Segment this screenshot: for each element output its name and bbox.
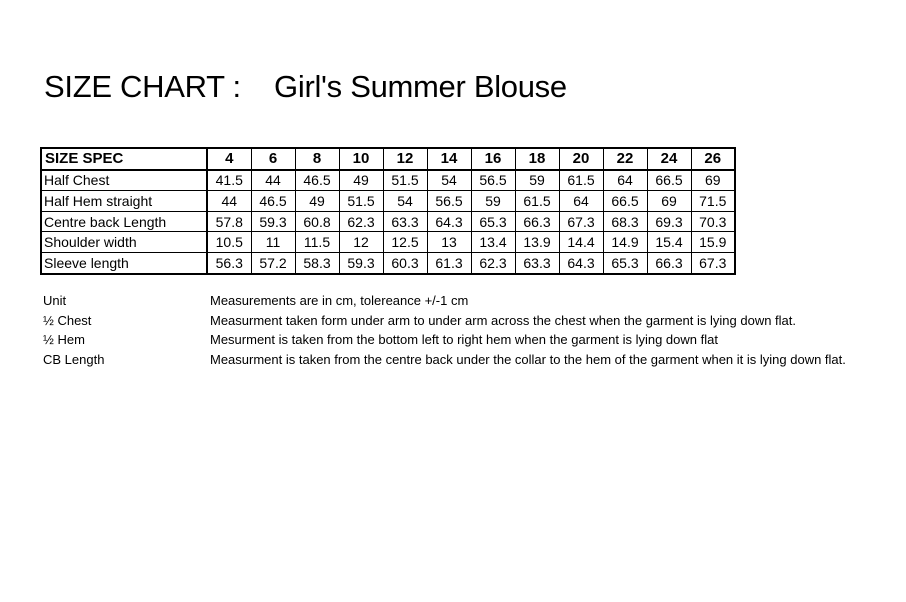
header-size-24: 24 <box>647 148 691 170</box>
table-row-sleeve-length <box>41 252 735 273</box>
table-cell: 65.3 <box>603 252 647 273</box>
header-size-8: 8 <box>295 148 339 170</box>
note-term: ½ Hem <box>43 332 85 347</box>
table-cell: 54 <box>427 170 471 191</box>
header-size-6: 6 <box>251 148 295 170</box>
table-cell: 61.3 <box>427 252 471 273</box>
table-cell: 56.5 <box>471 170 515 191</box>
table-cell: 66.3 <box>647 252 691 273</box>
table-cell: 59 <box>515 170 559 191</box>
table-cell: 46.5 <box>295 170 339 191</box>
table-cell: 64 <box>559 191 603 212</box>
table-cell: 63.3 <box>515 252 559 273</box>
table-cell: 54 <box>383 191 427 212</box>
table-cell: 71.5 <box>691 191 735 212</box>
table-cell: 57.8 <box>207 211 251 232</box>
row-label: Centre back Length <box>41 211 207 232</box>
header-size-18: 18 <box>515 148 559 170</box>
note-definition: Measurment taken form under arm to under arm across the chest when the garment is lying down flat. <box>210 312 796 328</box>
table-cell: 60.3 <box>383 252 427 273</box>
row-label: Half Chest <box>41 170 207 191</box>
table-cell: 44 <box>207 191 251 212</box>
table-cell: 49 <box>339 170 383 191</box>
table-cell: 67.3 <box>559 211 603 232</box>
table-cell: 64.3 <box>427 211 471 232</box>
table-cell: 56.5 <box>427 191 471 212</box>
note-term: CB Length <box>43 351 105 367</box>
header-size-4: 4 <box>207 148 251 170</box>
table-cell: 13.9 <box>515 232 559 253</box>
page-title: SIZE CHART : Girl's Summer Blouse <box>44 69 567 104</box>
table-cell: 15.4 <box>647 232 691 253</box>
table-cell: 44 <box>251 170 295 191</box>
row-label: Half Hem straight <box>41 191 207 212</box>
table-cell: 65.3 <box>471 211 515 232</box>
note-term: Unit <box>43 293 67 308</box>
table-cell: 66.5 <box>603 191 647 212</box>
table-cell: 51.5 <box>339 191 383 212</box>
note-term: ½ Chest <box>43 312 92 328</box>
table-cell: 62.3 <box>471 252 515 273</box>
table-cell: 46.5 <box>251 191 295 212</box>
note-definition: Mesurment is taken from the bottom left to right hem when the garment is lying down flat <box>210 332 718 347</box>
table-cell: 41.5 <box>207 170 251 191</box>
table-cell: 62.3 <box>339 211 383 232</box>
header-size-22: 22 <box>603 148 647 170</box>
table-cell: 69 <box>691 170 735 191</box>
table-cell: 49 <box>295 191 339 212</box>
table-cell: 13 <box>427 232 471 253</box>
table-cell: 14.9 <box>603 232 647 253</box>
row-label: Sleeve length <box>41 252 207 273</box>
table-cell: 66.5 <box>647 170 691 191</box>
table-row-shoulder-width <box>41 232 735 253</box>
table-cell: 15.9 <box>691 232 735 253</box>
table-cell: 67.3 <box>691 252 735 273</box>
table-cell: 58.3 <box>295 252 339 273</box>
size-spec-table <box>40 147 736 275</box>
table-row-centre-back-length <box>41 211 735 232</box>
table-cell: 60.8 <box>295 211 339 232</box>
row-label: Shoulder width <box>41 232 207 253</box>
table-cell: 59.3 <box>339 252 383 273</box>
table-cell: 12 <box>339 232 383 253</box>
table-cell: 57.2 <box>251 252 295 273</box>
table-cell: 13.4 <box>471 232 515 253</box>
table-cell: 61.5 <box>559 170 603 191</box>
table-cell: 12.5 <box>383 232 427 253</box>
header-size-26: 26 <box>691 148 735 170</box>
header-size-16: 16 <box>471 148 515 170</box>
table-cell: 59.3 <box>251 211 295 232</box>
note-definition: Measurements are in cm, tolereance +/-1 cm <box>210 293 469 308</box>
table-cell: 14.4 <box>559 232 603 253</box>
header-size-spec: SIZE SPEC <box>41 148 207 170</box>
table-row-half-hem-straight <box>41 191 735 212</box>
table-header-row <box>41 148 735 170</box>
table-cell: 11.5 <box>295 232 339 253</box>
header-size-14: 14 <box>427 148 471 170</box>
table-cell: 59 <box>471 191 515 212</box>
table-cell: 70.3 <box>691 211 735 232</box>
table-cell: 56.3 <box>207 252 251 273</box>
header-size-12: 12 <box>383 148 427 170</box>
note-definition: Measurment is taken from the centre back under the collar to the hem of the garment when it is lying down flat. <box>210 351 846 367</box>
table-cell: 64.3 <box>559 252 603 273</box>
table-cell: 69 <box>647 191 691 212</box>
table-cell: 61.5 <box>515 191 559 212</box>
table-cell: 10.5 <box>207 232 251 253</box>
table-cell: 64 <box>603 170 647 191</box>
table-cell: 11 <box>251 232 295 253</box>
table-cell: 51.5 <box>383 170 427 191</box>
table-cell: 69.3 <box>647 211 691 232</box>
header-size-20: 20 <box>559 148 603 170</box>
table-row-half-chest <box>41 170 735 191</box>
table-cell: 68.3 <box>603 211 647 232</box>
table-cell: 66.3 <box>515 211 559 232</box>
header-size-10: 10 <box>339 148 383 170</box>
table-cell: 63.3 <box>383 211 427 232</box>
